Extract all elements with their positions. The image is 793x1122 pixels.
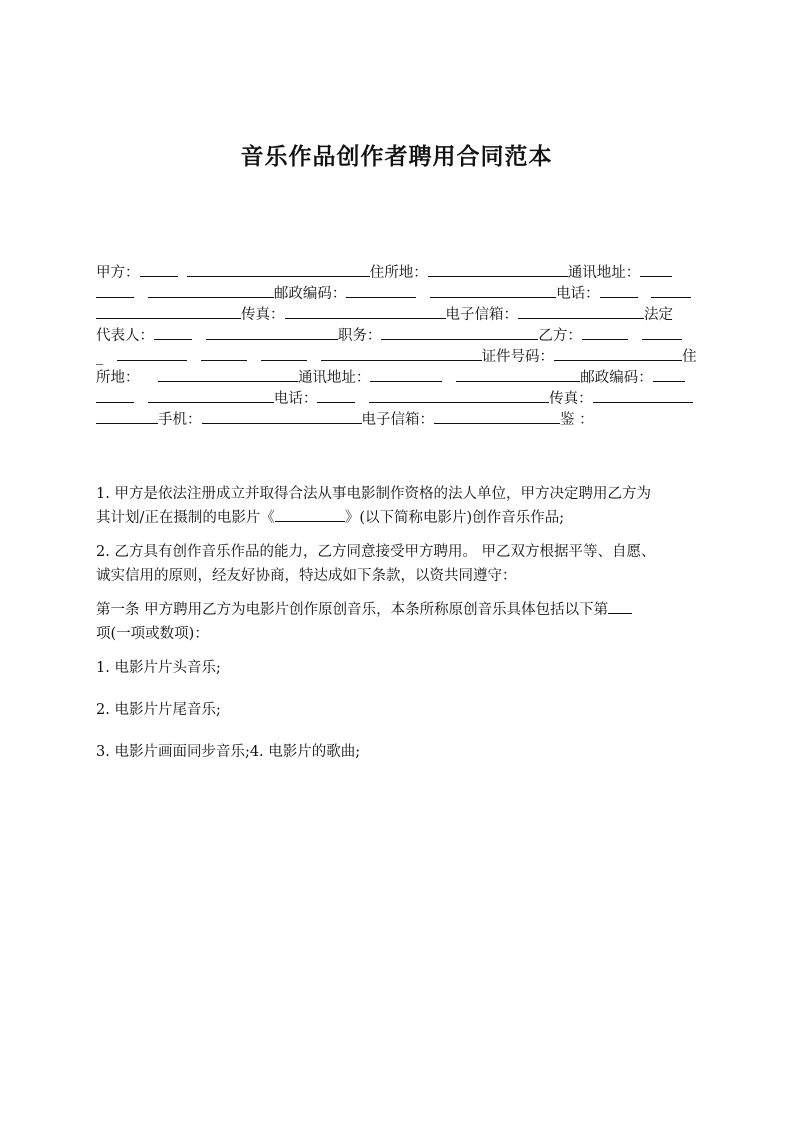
article-one — [96, 598, 700, 646]
document-title: 音乐作品创作者聘用合同范本 — [240, 144, 553, 170]
blank-field[interactable] — [554, 346, 682, 361]
blank-field[interactable] — [370, 367, 442, 382]
residence-label-start: 住 — [682, 349, 697, 365]
blank-field[interactable] — [642, 325, 682, 340]
blank-field[interactable] — [518, 304, 644, 319]
email-label-b: 电子信箱： — [361, 412, 434, 428]
mail-address-label: 通讯地址： — [567, 265, 641, 281]
mail-address-label-b: 通讯地址： — [297, 370, 371, 386]
party-info-block — [96, 262, 698, 430]
blank-field[interactable] — [285, 304, 446, 319]
blank-field[interactable] — [148, 283, 274, 298]
blank-field[interactable] — [582, 325, 628, 340]
party-line-6 — [96, 367, 698, 388]
blank-field[interactable] — [430, 283, 556, 298]
legal-label: 法定 — [644, 307, 673, 323]
blank-field[interactable] — [428, 262, 568, 277]
blank-field[interactable] — [434, 409, 560, 424]
blank-field[interactable] — [456, 367, 580, 382]
party-line-3 — [96, 304, 698, 325]
party-line-5 — [96, 346, 698, 367]
mobile-label: 手机： — [158, 412, 202, 428]
blank-field[interactable] — [346, 283, 416, 298]
phone-label-b: 电话： — [273, 391, 318, 407]
blank-field[interactable] — [96, 304, 241, 319]
text-line: 1. 电影片片头音乐; — [96, 660, 221, 676]
postcode-label-b: 邮政编码： — [580, 370, 653, 386]
list-item — [96, 656, 700, 680]
id-number-label: 证件号码： — [481, 349, 555, 365]
witness-label: 鉴 ： — [560, 412, 594, 428]
blank-field[interactable] — [202, 409, 362, 424]
blank-field[interactable] — [96, 388, 134, 403]
film-title-blank[interactable] — [275, 507, 345, 522]
party-a-label: 甲方： — [96, 265, 140, 281]
job-title-label: 职务： — [337, 328, 382, 344]
blank-field[interactable] — [96, 409, 158, 424]
phone-label: 电话： — [556, 286, 600, 302]
party-line-2 — [96, 283, 698, 304]
text-fragment: 》(以下简称电影片)创作音乐作品; — [344, 510, 565, 526]
blank-field[interactable] — [369, 388, 549, 403]
list-item — [96, 740, 700, 764]
fax-label: 传真： — [241, 307, 285, 323]
party-line-8 — [96, 409, 698, 430]
text-line: 2. 乙方具有创作音乐作品的能力，乙方同意接受甲方聘用。 甲乙双方根据平等、自愿、 — [96, 544, 656, 560]
representative-label: 代表人： — [96, 328, 154, 344]
fax-label-b: 传真： — [549, 391, 593, 407]
text-line: 诚实信用的原则，经友好协商，特达成如下条款，以资共同遵守： — [96, 568, 517, 584]
text-line: 2. 电影片片尾音乐; — [96, 702, 221, 718]
party-line-4 — [96, 325, 698, 346]
blank-field[interactable] — [653, 367, 685, 382]
blank-field[interactable] — [201, 346, 247, 361]
blank-field[interactable] — [317, 388, 355, 403]
text-line — [96, 598, 700, 622]
party-line-1 — [96, 262, 698, 283]
party-line-7 — [96, 388, 698, 409]
blank-field[interactable] — [148, 388, 274, 403]
underscore-mark: _ — [96, 349, 104, 365]
blank-field[interactable] — [96, 283, 134, 298]
blank-field[interactable] — [593, 388, 693, 403]
list-item — [96, 698, 700, 722]
blank-field[interactable] — [640, 262, 672, 277]
postcode-label: 邮政编码： — [273, 286, 347, 302]
text-line: 3. 电影片画面同步音乐;4. 电影片的歌曲; — [96, 744, 361, 760]
clause-paragraph-2 — [96, 540, 700, 588]
blank-field[interactable] — [206, 325, 338, 340]
blank-field[interactable] — [261, 346, 307, 361]
blank-field[interactable] — [158, 367, 298, 382]
text-line: 1. 甲方是依法注册成立并取得合法从事电影制作资格的法人单位，甲方决定聘用乙方为 — [96, 486, 651, 502]
blank-field[interactable] — [600, 283, 638, 298]
blank-field[interactable] — [187, 262, 370, 277]
blank-field[interactable] — [651, 283, 691, 298]
blank-field[interactable] — [140, 262, 178, 277]
text-fragment: 第一条 甲方聘用乙方为电影片创作原创音乐，本条所称原创音乐具体包括以下第 — [96, 602, 609, 618]
party-b-label: 乙方： — [538, 328, 582, 344]
email-label: 电子信箱： — [445, 307, 518, 323]
blank-field[interactable] — [117, 346, 187, 361]
residence-label-end: 所地： — [96, 370, 140, 386]
address-label: 住所地： — [369, 265, 428, 281]
blank-field[interactable] — [381, 325, 538, 340]
item-count-blank[interactable] — [608, 599, 632, 614]
contract-body — [96, 482, 700, 764]
blank-field[interactable] — [321, 346, 482, 361]
text-line: 项(一项或数项)： — [96, 626, 209, 642]
text-fragment: 其计划/正在摄制的电影片《 — [96, 510, 275, 526]
text-line — [96, 506, 700, 530]
blank-field[interactable] — [154, 325, 192, 340]
clause-paragraph-1 — [96, 482, 700, 530]
